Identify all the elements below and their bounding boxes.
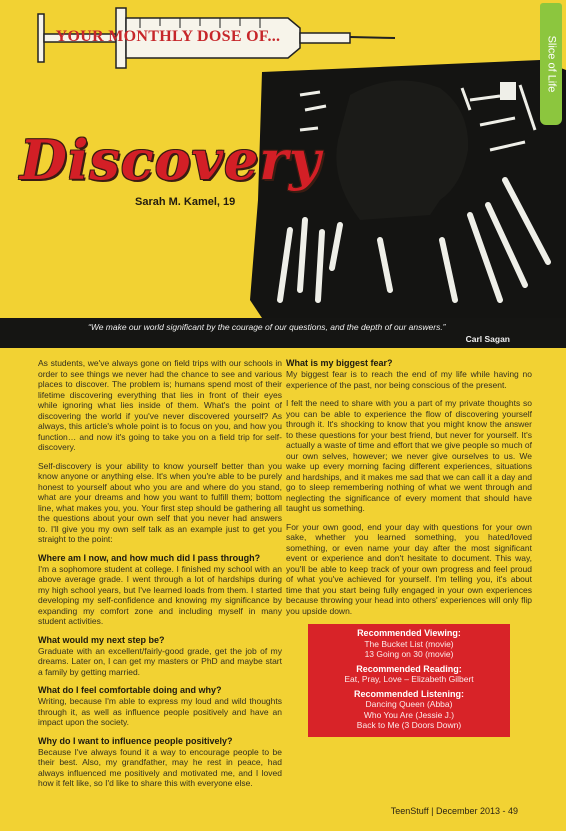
- paragraph: As students, we've always gone on field trips with our schools in order to see things we never had the chance to see and various places to discover. The problem is; humans spend most of their lifetime discovering everything that lies in front of their eyes while ignoring what lies inside of them. What's the point of discovering the world if you've never discovered yourself? As always, this article's whole point is to focus on you, and how you function… and now it's going to take you on a field trip for self-discovery.: [38, 358, 282, 452]
- subheading: What is my biggest fear?: [286, 358, 393, 368]
- section-tab-label: Slice of Life: [545, 35, 557, 93]
- paragraph: Because I've always found it a way to encourage people to be their best. Also, my grandfather, may he rest in peace, had always influenced me positively and motivated me, and I loved how it felt like, so I'd like to share this with everyone else.: [38, 746, 282, 788]
- hero-illustration: [0, 0, 566, 318]
- subheading: Why do I want to influence people positively?: [38, 735, 233, 746]
- paragraph: For your own good, end your day with questions for your own sake, whether you learned something, you hated/loved something, or even name your day after the most significant event or experience and don't hesitate to document. This way, you'll be able to keep track of your own progress and feel proud of what you've achieved for yourself. I'm telling you, it's about time that you start being fully engaged in your own experiences because throwing your head into others' experiences will only flip you upside down.: [286, 521, 532, 616]
- rec-viewing-title: Recommended Viewing:: [357, 628, 461, 638]
- author-byline: Sarah M. Kamel, 19: [135, 196, 236, 208]
- paragraph: Writing, because I'm able to express my loud and wild thoughts through it, as well as influence people positively and have an impact upon the society.: [38, 696, 282, 727]
- quote-band: [0, 318, 566, 348]
- subheading: What would my next step be?: [38, 634, 165, 645]
- left-column: [38, 358, 282, 797]
- right-column: [286, 358, 532, 737]
- rec-item: The Bucket List (movie): [364, 638, 454, 649]
- section-banner: YOUR MONTHLY DOSE OF...: [55, 28, 281, 45]
- paragraph: Self-discovery is your ability to know yourself better than you know anyone or anything else. It's when you're able to be purely honest to yourself about who you are and where do you stand, what are your dreams and how you want to fulfill them; bottom line, what makes you, you. Your first step should be gathering all the questions about your own self that you never had answers to. I'll give you my own self talk as an example just to get you straight to the point:: [38, 460, 282, 544]
- subheading: Where am I now, and how much did I pass through?: [38, 552, 261, 563]
- paragraph: My biggest fear is to reach the end of my life while having no experience of the past, nor being conscious of the present.: [286, 369, 532, 390]
- rec-listening-title: Recommended Listening:: [353, 688, 464, 699]
- recommendations-box: [308, 624, 510, 737]
- subheading: What do I feel comfortable doing and why?: [38, 685, 222, 695]
- paragraph: I felt the need to share with you a part of my private thoughts so you can be able to experience the flow of discovering yourself through it. It's shocking to know that you might know the answer to these questions for your best friend, but never for yourself. It's actually a waste of time and effort that we give people so much of our own selves, however; we never give ourselves to us. We wake up every morning facing different experiences, situations and hardships, and it makes me sad that we can call it a day and go to sleep remembering nothing of what we went through and neglecting the significance of every moment that should have taught us something.: [286, 398, 533, 513]
- rec-item: 13 Going on 30 (movie): [364, 649, 454, 659]
- rec-item: Who You Are (Jessie J.): [363, 709, 455, 720]
- page-title: Discovery: [20, 128, 322, 192]
- section-tab-slice-of-life: [540, 3, 562, 125]
- pull-quote: “We make our world significant by the courage of our questions, and the depth of our answers.”: [88, 322, 446, 332]
- page-footer: TeenStuff | December 2013 - 49: [390, 806, 518, 816]
- rec-item: Eat, Pray, Love – Elizabeth Gilbert: [344, 674, 474, 684]
- paragraph: I'm a sophomore student at college. I finished my school with an above average grade. I went through a lot of hardships during my high school years, but I've learned loads from them. I started developing my self-confidence and knowing my significance by expanding my comfort zone and including myself in many student activities.: [38, 563, 282, 626]
- quote-author: Carl Sagan: [465, 334, 510, 344]
- rec-item: Dancing Queen (Abba): [365, 699, 453, 709]
- paragraph: Graduate with an excellent/fairly-good grade, get the job of my dreams. Later on, I can get my masters or PhD and maybe start a family by getting married.: [38, 645, 282, 677]
- rec-reading-title: Recommended Reading:: [356, 663, 462, 674]
- rec-item: Back to Me (3 Doors Down): [356, 720, 462, 730]
